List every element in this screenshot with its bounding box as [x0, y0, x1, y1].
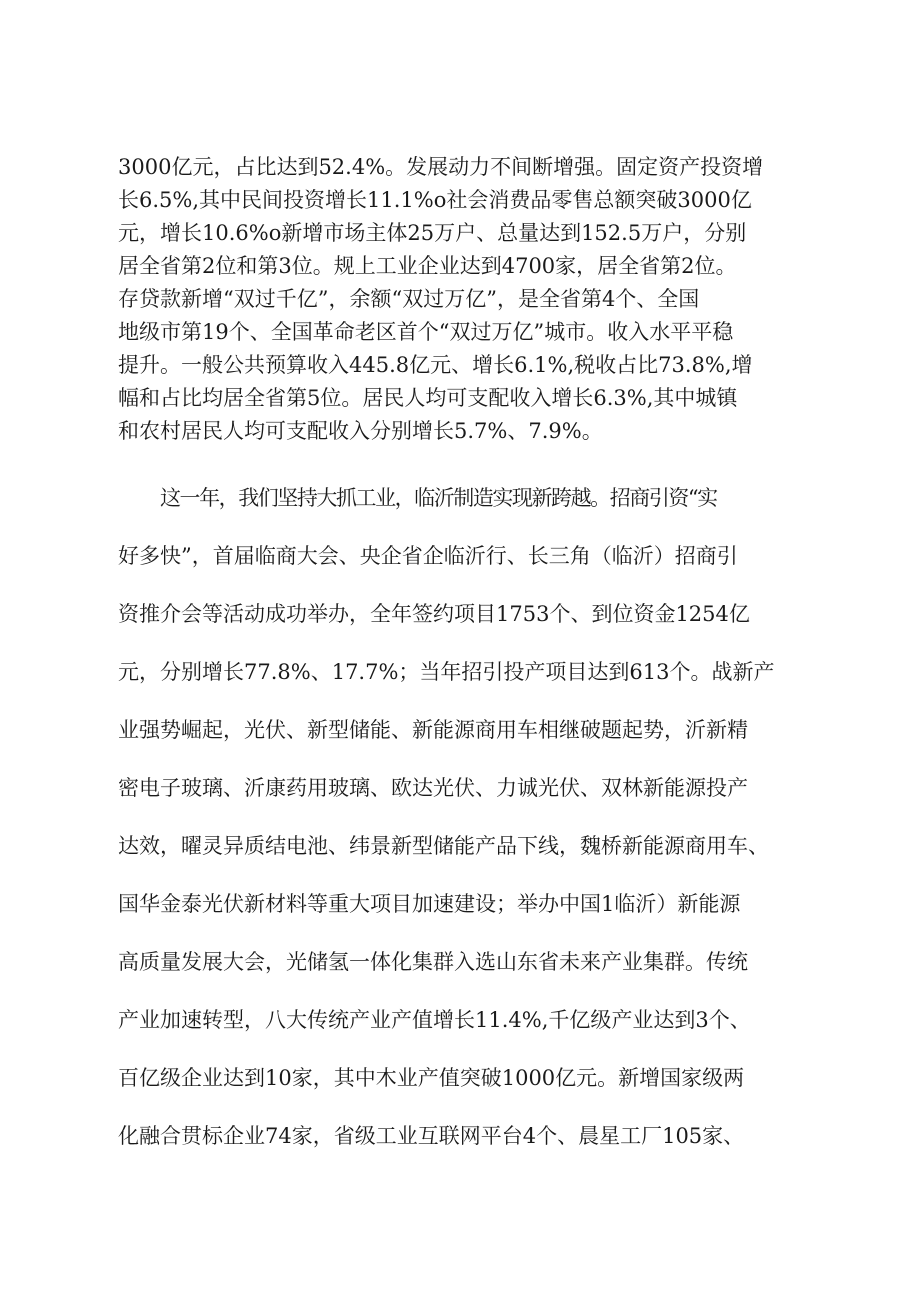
text-line: 存贷款新增“双过千亿”，余额“双过万亿”，是全省第4个、全国 [118, 287, 700, 311]
text-line: 国华金泰光伏新材料等重大项目加速建设；举办中国1临沂）新能源 [118, 892, 741, 916]
text-line: 3000亿元，占比达到52.4%。发展动力不间断增强。固定资产投资增 [118, 155, 764, 179]
text-line: 达效，曜灵异质结电池、纬景新型储能产品下线，魏桥新能源商用车、 [118, 834, 769, 858]
text-line: 好多快”，首届临商大会、央企省企临沂行、长三角（临沂）招商引 [118, 544, 738, 568]
text-line: 高质量发展大会，光储氢一体化集群入选山东省未来产业集群。传统 [118, 950, 748, 974]
text-line: 元，增长10.6%o新增市场主体25万户、总量达到152.5万户，分别 [118, 221, 747, 245]
text-line: 百亿级企业达到10家，其中木业产值突破1000亿元。新增国家级两 [118, 1066, 745, 1090]
text-line: 产业加速转型，八大传统产业产值增长11.4%,千亿级产业达到3个、 [118, 1008, 751, 1032]
text-line: 幅和占比均居全省第5位。居民人均可支配收入增长6.3%,其中城镇 [118, 386, 738, 410]
text-line: 居全省第2位和第3位。规上工业企业达到4700家，居全省第2位。 [118, 254, 737, 278]
text-line: 这一年，我们坚持大抓工业，临沂制造实现新跨越。招商引资“实 [160, 486, 717, 510]
text-line: 密电子玻璃、沂康药用玻璃、欧达光伏、力诚光伏、双林新能源投产 [118, 776, 748, 800]
text-line: 资推介会等活动成功举办，全年签约项目1753个、到位资金1254亿 [118, 602, 750, 626]
text-line: 长6.5%,其中民间投资增长11.1%o社会消费品零售总额突破3000亿 [118, 188, 752, 212]
text-line: 元，分别增长77.8%、17.7%；当年招引投产项目达到613个。战新产 [118, 660, 775, 684]
text-line: 化融合贯标企业74家，省级工业互联网平台4个、晨星工厂105家、 [118, 1124, 745, 1148]
text-line: 业强势崛起，光伏、新型储能、新能源商用车相继破题起势，沂新精 [118, 718, 748, 742]
text-line: 和农村居民人均可支配收入分别增长5.7%、7.9%。 [118, 419, 603, 443]
text-line: 地级市第19个、全国革命老区首个“双过万亿”城市。收入水平平稳 [118, 320, 734, 344]
text-line: 提升。一般公共预算收入445.8亿元、增长6.1%,税收占比73.8%,增 [118, 353, 753, 377]
